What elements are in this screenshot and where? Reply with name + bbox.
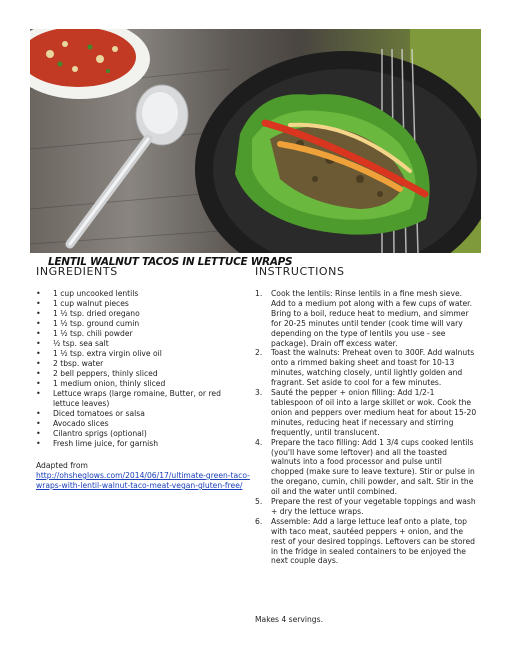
servings-note: Makes 4 servings. <box>255 615 323 624</box>
ingredient-item: • ½ tsp. sea salt <box>36 339 248 349</box>
source-link[interactable]: http://ohsheglows.com/2014/06/17/ultimate-green-taco-wraps-with-lentil-walnut-taco-meat-vegan-gluten-free/ <box>36 471 250 490</box>
ingredients-list <box>36 289 248 449</box>
step-number: 2. <box>255 348 263 358</box>
ingredient-item: • Lettuce wraps (large romaine, Butter, or red lettuce leaves) <box>36 389 248 409</box>
ingredients-heading: INGREDIENTS <box>36 265 118 278</box>
adapted-from <box>36 461 251 491</box>
instruction-step <box>255 289 477 348</box>
recipe-photo <box>30 29 481 253</box>
step-number: 4. <box>255 437 263 447</box>
step-number: 6. <box>255 516 263 526</box>
instruction-step <box>255 497 477 517</box>
adapted-label: Adapted from <box>36 461 88 470</box>
ingredient-item: • 2 tbsp. water <box>36 359 248 369</box>
recipe-title: LENTIL WALNUT TACOS IN LETTUCE WRAPS <box>48 256 293 268</box>
ingredient-item: • 1 ½ tsp. dried oregano <box>36 309 248 319</box>
ingredient-item: • 1 cup uncooked lentils <box>36 289 248 299</box>
ingredient-item: • Diced tomatoes or salsa <box>36 409 248 419</box>
ingredient-item: • 1 medium onion, thinly sliced <box>36 379 248 389</box>
step-text: Prepare the taco filling: Add 1 3/4 cups cooked lentils (you'll have some leftover) and all the toasted walnuts into a food processor and pulse until chopped (make sure to leave texture). Stir or pulse in the oregano, cumin, chili powder, and salt. Stir in the oil and the water until combined. <box>271 437 475 497</box>
instructions-list <box>255 289 477 566</box>
instructions-heading: INSTRUCTIONS <box>255 265 345 278</box>
step-text: Toast the walnuts: Preheat oven to 300F. Add walnuts onto a rimmed baking sheet and toast for 10-13 minutes, watching closely, until lightly golden and fragrant. Set aside to cool for a few minutes. <box>271 348 475 388</box>
ingredient-item: • Fresh lime juice, for garnish <box>36 439 248 449</box>
ingredient-item: • 1 ½ tsp. chili powder <box>36 329 248 339</box>
ingredient-item: • 1 ½ tsp. ground cumin <box>36 319 248 329</box>
ingredient-item: • 1 ½ tsp. extra virgin olive oil <box>36 349 248 359</box>
instruction-step <box>255 517 477 567</box>
ingredient-item: • Cilantro sprigs (optional) <box>36 429 248 439</box>
step-text: Assemble: Add a large lettuce leaf onto a plate, top with taco meat, sautéed peppers + onion, and the rest of your desired toppings. Leftovers can be stored in the fridge in sealed containers to be enjoyed the next couple days. <box>271 516 475 566</box>
step-number: 1. <box>255 289 263 298</box>
ingredient-item: • 1 cup walnut pieces <box>36 299 248 309</box>
instruction-step <box>255 388 477 438</box>
step-text: Cook the lentils: Rinse lentils in a fine mesh sieve. Add to a medium pot along with a few cups of water. Bring to a boil, reduce heat to medium, and simmer for 20-25 minutes until tender (cook time will vary depending on the type of lentils you use - see package). Drain off excess water. <box>271 289 472 348</box>
step-number: 5. <box>255 497 263 507</box>
step-number: 3. <box>255 388 263 398</box>
step-text: Prepare the rest of your vegetable toppings and wash + dry the lettuce wraps. <box>271 497 476 516</box>
ingredient-item: • 2 bell peppers, thinly sliced <box>36 369 248 379</box>
instruction-step <box>255 438 477 497</box>
instruction-step <box>255 348 477 388</box>
step-text: Sauté the pepper + onion filling: Add 1/2-1 tablespoon of oil into a large skillet or wok. Cook the onion and peppers over medium heat for about 15-20 minutes, reducing heat if necessary and stirring frequently, until translucent. <box>271 388 477 437</box>
ingredient-item: • Avocado slices <box>36 419 248 429</box>
